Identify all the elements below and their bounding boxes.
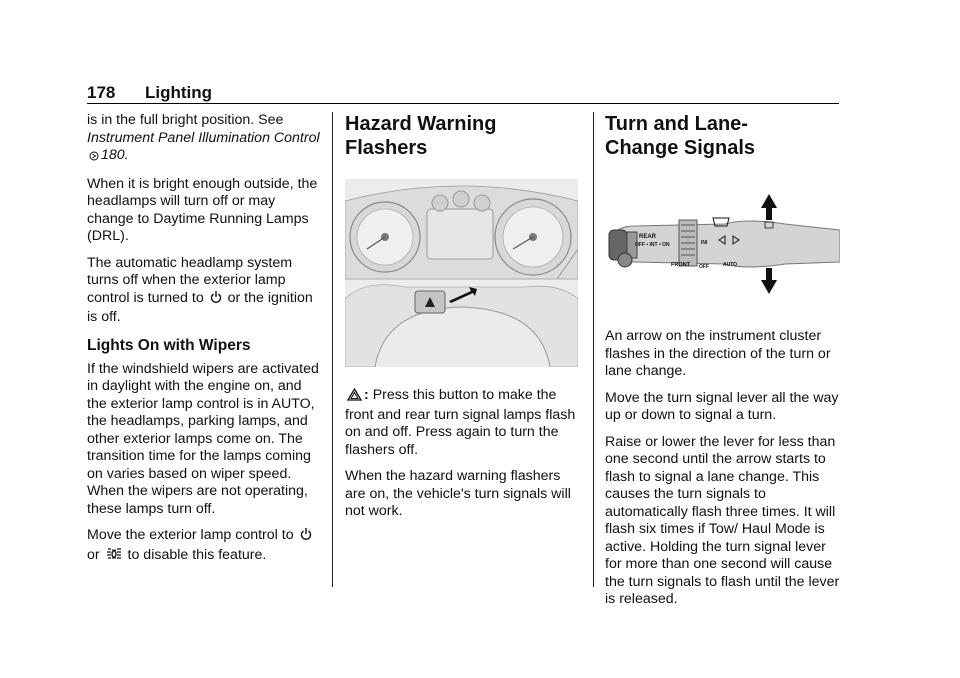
column-middle: [345, 112, 580, 530]
column-divider: [593, 112, 594, 587]
subheading: Lights On with Wipers: [87, 336, 251, 354]
turn-signal-lever-illustration: [605, 180, 840, 308]
power-off-icon: [300, 527, 312, 547]
page-reference[interactable]: 180: [101, 147, 125, 163]
cross-reference-link[interactable]: Instrument Panel Illumination Control: [87, 129, 320, 146]
power-off-icon: [210, 290, 222, 310]
paragraph: : Press this button to make the front and rear turn signal lamps flash on and off. Press again to turn the flashers off.: [345, 387, 576, 458]
lever-label-off-int-on: OFF • INT • ON: [635, 242, 670, 248]
parking-lamps-icon: [106, 547, 122, 567]
section-heading: Turn and Lane-Change Signals: [605, 113, 756, 159]
section-heading: Hazard Warning Flashers: [345, 113, 497, 159]
lever-label-rear: REAR: [639, 234, 657, 240]
section-title: Lighting: [145, 83, 213, 102]
paragraph: When the hazard warning flashers are on, the vehicle's turn signals will not work.: [345, 468, 571, 519]
lever-label-off: OFF: [699, 264, 709, 270]
lever-label-front: FRONT: [671, 262, 690, 268]
lever-label-auto: AUTO: [723, 262, 738, 268]
paragraph: An arrow on the instrument cluster flashes in the direction of the turn or lane change.: [605, 328, 831, 379]
page-header: [87, 83, 839, 104]
lever-label-ini: INI: [701, 240, 708, 246]
page-number: 178: [87, 83, 116, 102]
column-right: [605, 112, 840, 618]
page-reference-arrow-icon: [89, 149, 99, 167]
paragraph: When it is bright enough outside, the headlamps will turn off or may change to Daytime Running Lamps (DRL).: [87, 175, 318, 244]
hazard-triangle-icon: [347, 388, 362, 407]
column-divider: [332, 112, 333, 587]
paragraph: The automatic headlamp system turns off when the exterior lamp control is turned to or the ignition is off.: [87, 254, 313, 325]
paragraph: Raise or lower the lever for less than one second until the arrow starts to flash to signal a lane change. This causes the turn signals to automatically flash three times. It will flash six times if Tow/ Haul Mode is active. Holding the turn signal lever for more than one second will cause the turn signals to flash until the lever is released.: [605, 433, 840, 607]
paragraph: Move the turn signal lever all the way up or down to signal a turn.: [605, 389, 839, 423]
instrument-panel-illustration: [345, 179, 578, 367]
paragraph: Move the exterior lamp control to or to disable this feature.: [87, 527, 322, 566]
column-left: [87, 112, 322, 575]
paragraph: If the windshield wipers are activated in daylight with the engine on, and the exterior lamp control is in AUTO, the headlamps, parking lamps, and other exterior lamps come on. The transition time for the lamps coming on varies based on wiper speed. When the wipers are not operating, these lamps turn off.: [87, 360, 319, 517]
paragraph: is in the full bright position. See Instrument Panel Illumination Control 180.: [87, 112, 322, 167]
